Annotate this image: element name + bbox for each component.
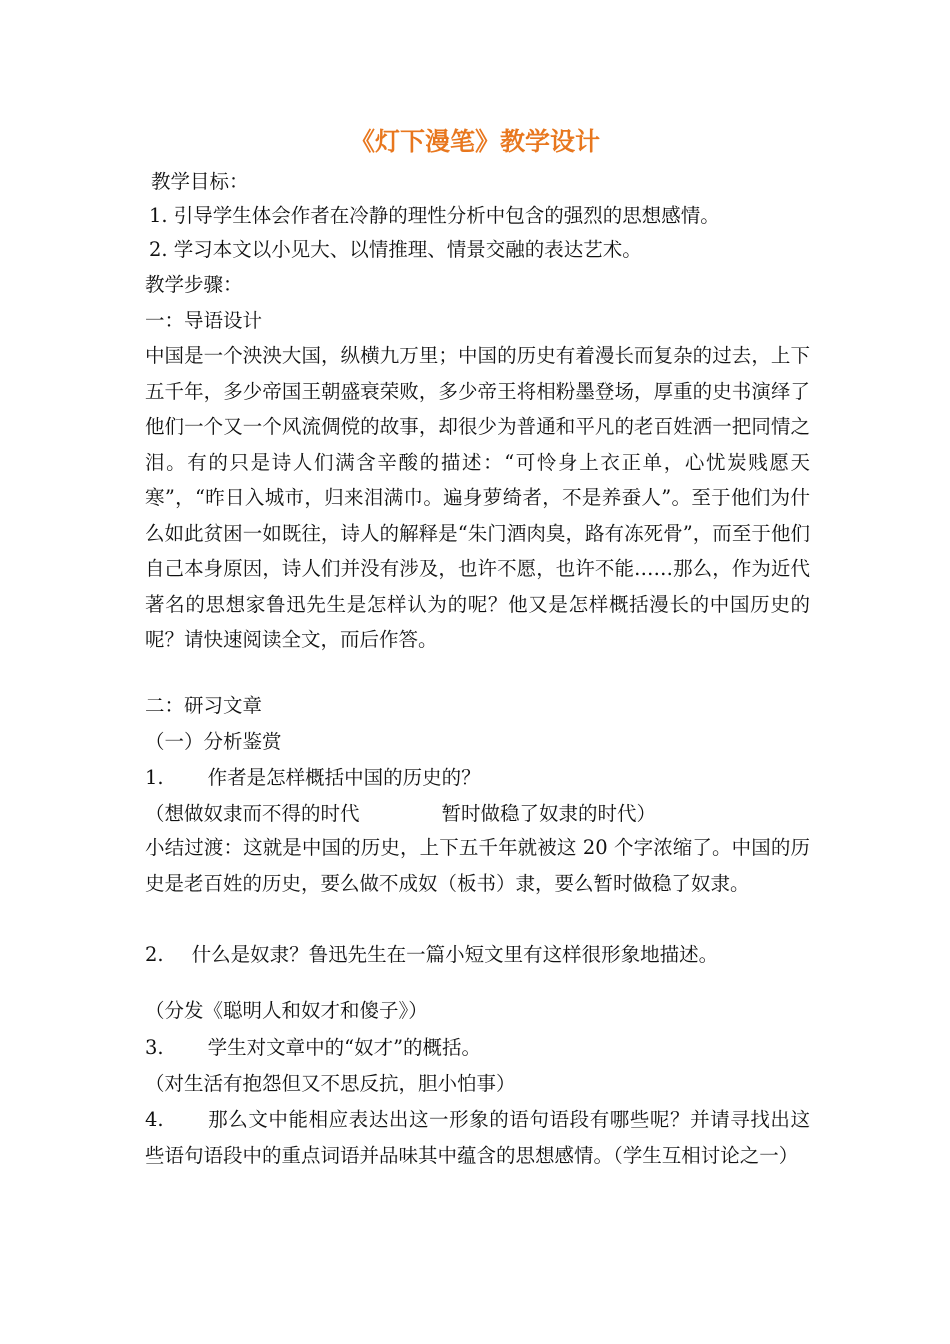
question-2-text: 什么是奴隶？鲁迅先生在一篇小短文里有这样很形象地描述。 xyxy=(191,943,719,966)
summary-paragraph: 小结过渡：这就是中国的历史，上下五千年就被这 20 个字浓缩了。中国的历史是老百姓的历史，要么做不成奴（板书）隶，要么暂时做稳了奴隶。 xyxy=(145,836,810,895)
question-3-number: 3. xyxy=(145,1036,164,1059)
objectives-heading: 教学目标： xyxy=(151,170,249,193)
question-2-number: 2. xyxy=(145,943,164,966)
question-4 xyxy=(145,1102,810,1173)
question-2 xyxy=(145,938,815,972)
question-4-text: 那么文中能相应表达出这一形象的语句语段有哪些呢？并请寻找出这些语句语段中的重点词语并品味其中蕴含的思想感情。（学生互相讨论之一） xyxy=(145,1108,810,1167)
subsection1-heading: （一）分析鉴赏 xyxy=(145,730,282,753)
intro-paragraph: 中国是一个泱泱大国，纵横九万里；中国的历史有着漫长而复杂的过去，上下五千年，多少帝国王朝盛衰荣败，多少帝王将相粉墨登场，厚重的史书演绎了他们一个又一个风流倜傥的故事，却很少为普通和平凡的老百姓洒一把同情之泪。有的只是诗人们满含辛酸的描述：“可怜身上衣正单，心忧炭贱愿天寒”，“昨日入城市，归来泪满巾。遍身萝绮者，不是养蚕人”。至于他们为什么如此贫困一如既往，诗人的解释是“朱门酒肉臭，路有冻死骨”，而至于他们自己本身原因，诗人们并没有涉及，也许不愿，也许不能……那么，作为近代著名的思想家鲁迅先生是怎样认为的呢？他又是怎样概括漫长的中国历史的呢？请快速阅读全文，而后作答。 xyxy=(145,344,810,651)
question-3 xyxy=(145,1031,815,1065)
steps-heading: 教学步骤： xyxy=(145,273,243,296)
document-title: 《灯下漫笔》教学设计 xyxy=(349,127,600,156)
section2-heading: 二：研习文章 xyxy=(145,694,263,717)
question-1-text: 作者是怎样概括中国的历史的？ xyxy=(207,766,481,789)
question-1 xyxy=(145,761,815,795)
answer-1-part-2: 暂时做稳了奴隶的时代） xyxy=(441,802,657,825)
objective-item-2: 2. 学习本文以小见大、以情推理、情景交融的表达艺术。 xyxy=(149,238,642,261)
question-3-text: 学生对文章中的“奴才”的概括。 xyxy=(207,1036,482,1059)
question-1-number: 1. xyxy=(145,766,164,789)
handout-note: （分发《聪明人和奴才和傻子》） xyxy=(145,999,428,1022)
question-4-number: 4. xyxy=(145,1108,164,1131)
section1-heading: 一：导语设计 xyxy=(145,309,263,332)
objective-item-1: 1. 引导学生体会作者在冷静的理性分析中包含的强烈的思想感情。 xyxy=(149,204,720,227)
answer-3: （对生活有抱怨但又不思反抗，胆小怕事） xyxy=(145,1072,516,1095)
answer-1 xyxy=(145,797,815,831)
answer-1-part-1: （想做奴隶而不得的时代 xyxy=(145,802,360,825)
